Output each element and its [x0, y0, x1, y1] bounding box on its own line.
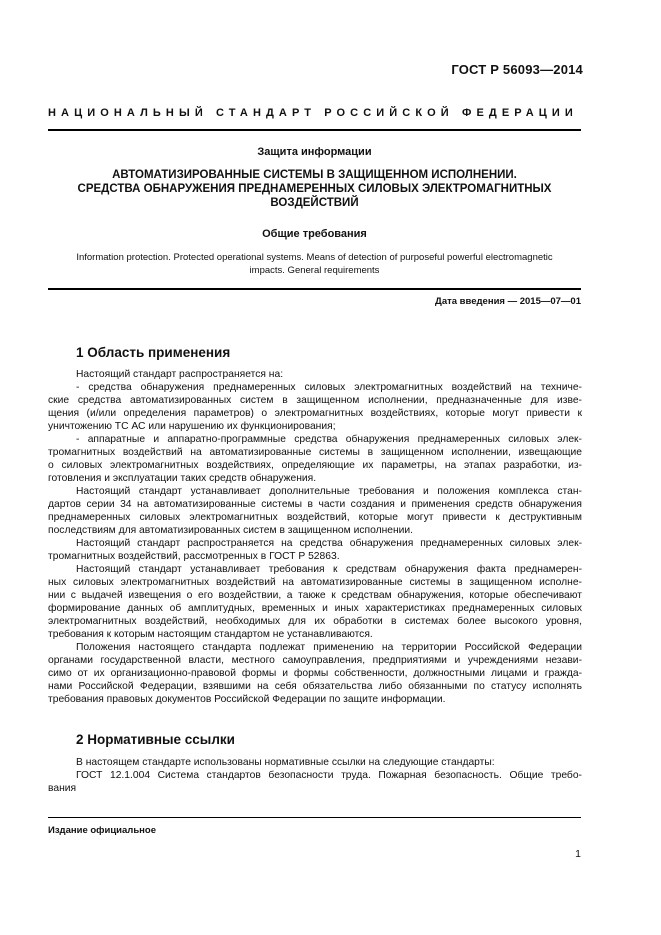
body-text-line: щения (и/или определения параметров) о электромагнитных воздействиях, которые могут привести к — [48, 408, 582, 419]
body-text-line: В настоящем стандарте использованы нормативные ссылки на следующие стандарты: — [76, 757, 495, 768]
body-text-line: тромагнитных воздействий, рассмотренных в ГОСТ Р 52863. — [48, 551, 340, 562]
body-text-line: о силовых электромагнитных воздействиях, определяющие их параметры, на этапах разработки, из- — [48, 460, 582, 471]
body-text-line: электромагнитных воздействий, необходимых для их обработки в системах более высокого уровня, — [48, 616, 582, 627]
national-standard-header: НАЦИОНАЛЬНЫЙ СТАНДАРТ РОССИЙСКОЙ ФЕДЕРАЦИИ — [48, 107, 578, 119]
body-text-line: ных силовых электромагнитных воздействий на автоматизированные системы в защищенном исполне- — [48, 577, 582, 588]
title-line: ВОЗДЕЙСТВИЙ — [270, 197, 359, 209]
header-rule — [48, 129, 581, 131]
body-text-line: вания — [48, 783, 77, 794]
body-text-line: Настоящий стандарт распространяется на: — [76, 369, 284, 380]
body-text-line: Настоящий стандарт устанавливает дополнительные требования и положения комплекса стан- — [76, 486, 582, 497]
section-1-heading: 1 Область применения — [76, 345, 231, 360]
body-text-line: - средства обнаружения преднамеренных силовых электромагнитных воздействий на техниче- — [76, 382, 582, 393]
section-2-heading: 2 Нормативные ссылки — [76, 732, 235, 747]
body-text-line: - аппаратные и аппаратно-программные средства обнаружения преднамеренных силовых элек- — [76, 434, 582, 445]
section-1-body — [48, 368, 582, 706]
title-line: АВТОМАТИЗИРОВАННЫЕ СИСТЕМЫ В ЗАЩИЩЕННОМ ИСПОЛНЕНИИ. — [112, 169, 517, 181]
introduction-date: Дата введения — 2015—07—01 — [435, 296, 581, 307]
page-number: 1 — [575, 848, 581, 860]
english-title-line: Information protection. Protected operational systems. Means of detection of purposeful powerful electromagnetic — [76, 252, 553, 263]
english-title — [48, 252, 581, 277]
document-title — [48, 168, 581, 210]
body-text-line: ские средства автоматизированных систем в защищенном исполнении, предназначенные для изве- — [48, 395, 582, 406]
body-text-line: уничтожению ТС АС или нарушению их функционирования; — [48, 421, 336, 432]
body-text-line: нами Российской Федерации, взявшими на себя обязательства либо обязанными по статусу исполнять — [48, 681, 582, 692]
document-subtitle: Общие требования — [262, 228, 367, 240]
body-text-line: Положения настоящего стандарта подлежат применению на территории Российской Федерации — [76, 642, 582, 653]
official-edition-label: Издание официальное — [48, 825, 156, 836]
footer-rule — [48, 817, 581, 818]
body-text-line: Настоящий стандарт распространяется на средства обнаружения преднамеренных силовых элек- — [76, 538, 582, 549]
body-text-line: ГОСТ 12.1.004 Система стандартов безопасности труда. Пожарная безопасность. Общие требо- — [76, 770, 582, 781]
body-text-line: симо от их организационно-правовой формы и формы собственности, должностными лицами и гражда- — [48, 668, 582, 679]
standard-code: ГОСТ Р 56093—2014 — [451, 62, 583, 77]
body-text-line: тромагнитных воздействий на автоматизированные системы в защищенном исполнении, извещающие — [48, 447, 582, 458]
body-text-line: требования к которым настоящим стандартом не устанавливаются. — [48, 629, 373, 640]
body-text-line: дартов серии 34 на автоматизированные системы в части создания и применения средств обнаружения — [48, 499, 582, 510]
body-text-line: требования правовых документов Российской Федерации по защите информации. — [48, 694, 446, 705]
body-text-line: нии с выдачей извещения о его воздействии, а также к средствам обнаружения, которые обеспечивают — [48, 590, 582, 601]
section-label: Защита информации — [257, 146, 372, 158]
body-text-line: формирование данных об амплитудных, временных и иных характеристиках преднамеренных силовых — [48, 603, 582, 614]
body-text-line: преднамеренных силовых электромагнитных воздействий, которые могут привести к деструктивным — [48, 512, 582, 523]
body-text-line: готовления и эксплуатации таких средств обнаружения. — [48, 473, 317, 484]
title-line: СРЕДСТВА ОБНАРУЖЕНИЯ ПРЕДНАМЕРЕННЫХ СИЛОВЫХ ЭЛЕКТРОМАГНИТНЫХ — [77, 183, 552, 195]
english-title-line: impacts. General requirements — [249, 264, 380, 276]
section-2-body — [48, 756, 582, 795]
body-text-line: Настоящий стандарт устанавливает требования к средствам обнаружения факта преднамерен- — [76, 564, 582, 575]
body-text-line: органами государственной власти, местного самоуправления, предприятиями и учреждениями незави- — [48, 655, 582, 666]
title-rule — [48, 288, 581, 290]
body-text-line: последствиям для автоматизированных систем в защищенном исполнении. — [48, 525, 414, 536]
